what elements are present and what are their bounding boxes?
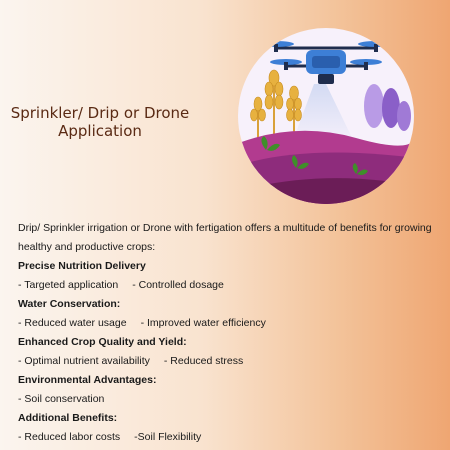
list-item: - Optimal nutrient availability [18, 355, 150, 367]
benefits-text [18, 219, 438, 447]
section-items-quality [18, 352, 438, 371]
list-item: - Reduced water usage [18, 317, 127, 329]
title-line-2: Application [58, 122, 142, 140]
list-item: - Improved water efficiency [140, 317, 266, 329]
list-item: - Reduced labor costs [18, 431, 121, 443]
section-heading-environment: Environmental Advantages: [18, 374, 157, 386]
list-item: - Reduced stress [163, 355, 244, 367]
section-items-water [18, 314, 438, 333]
section-items-environment [18, 390, 438, 409]
section-items-additional [18, 428, 438, 447]
drone-spraying-crops-icon [236, 26, 416, 206]
section-heading-nutrition: Precise Nutrition Delivery [18, 260, 146, 272]
intro-line-1: Drip/ Sprinkler irrigation or Drone with fertigation offers a multitude of benefits for growing [18, 222, 432, 234]
title-line-1: Sprinkler/ Drip or Drone [10, 104, 190, 122]
section-items-nutrition [18, 276, 438, 295]
section-heading-water: Water Conservation: [18, 298, 121, 310]
list-item: - Soil conservation [18, 393, 105, 405]
section-heading-quality: Enhanced Crop Quality and Yield: [18, 336, 187, 348]
page-title [0, 104, 200, 140]
list-item: - Targeted application [18, 279, 119, 291]
section-heading-additional: Additional Benefits: [18, 412, 118, 424]
intro-paragraph [18, 219, 438, 257]
list-item: -Soil Flexibility [134, 431, 202, 443]
intro-line-2: healthy and productive crops: [18, 241, 156, 253]
list-item: - Controlled dosage [132, 279, 224, 291]
